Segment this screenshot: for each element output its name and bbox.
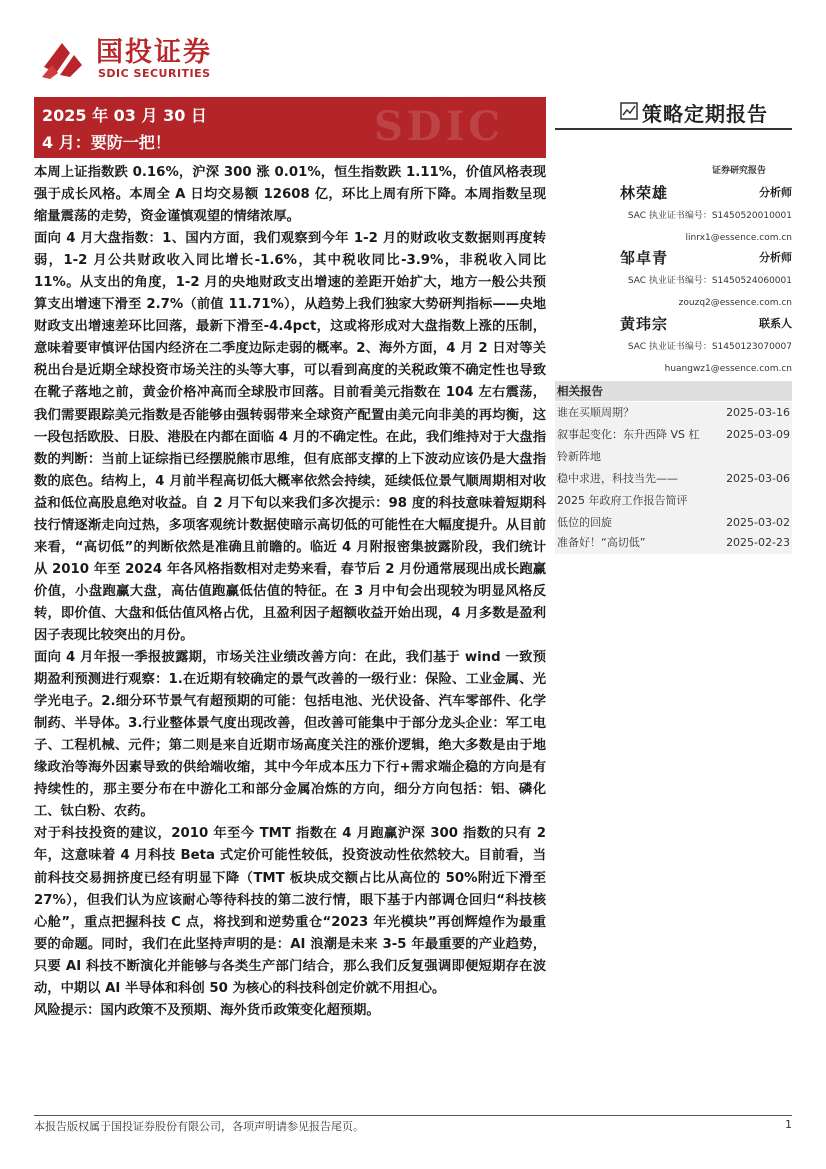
related-heading-label: 相关报告 [557, 384, 603, 398]
header-divider [555, 128, 792, 130]
related-report-title[interactable]: 叙事起变化：东升西降 VS 杠 [557, 428, 700, 441]
analyst-cert: SAC 执业证书编号：S1450524060001 [627, 276, 792, 286]
analyst-role: 分析师 [759, 186, 792, 199]
analyst-card [555, 247, 792, 308]
report-title: 4 月：要防一把！ [42, 133, 171, 152]
related-report-title[interactable]: 2025 年政府工作报告简评 [557, 494, 688, 507]
report-type [620, 98, 790, 128]
related-report-date: 2025-02-23 [726, 536, 790, 549]
sdic-logo-icon [40, 37, 86, 81]
analyst-role: 联系人 [759, 317, 792, 330]
analyst-email[interactable]: zouzq2@essence.com.cn [678, 298, 792, 308]
footer-divider [34, 1115, 792, 1116]
report-body [34, 162, 546, 1022]
related-report-title[interactable]: 低位的回旋 [557, 516, 612, 529]
related-reports-heading [555, 381, 792, 401]
related-report-date: 2025-03-16 [726, 406, 790, 419]
analyst-cert: SAC 执业证书编号：S1450123070007 [627, 342, 792, 352]
report-type-label: 策略定期报告 [642, 102, 768, 126]
related-report-date: 2025-03-06 [726, 472, 790, 485]
body-paragraph: 对于科技投资的建议，2010 年至今 TMT 指数在 4 月跑赢沪深 300 指数的只有 2 年，这意味着 4 月科技 Beta 式定价可能性较低，投资波动性依然较大。目前看，当前科技交易拥挤度已经有明显下降（TMT 板块成交额占比从高位的 50%附近下滑至 27%），但我们认为应该耐心等待科技的第二波行情，眼下基于内部调仓回归“科技核心舱”，重点把握科技 C 点，将找到和逆势重仓“2023 年光模块”再创辉煌作为最重要的命题。同时，我们在此坚持声明的是：AI 浪潮是未来 3-5 年最重要的产业趋势，只要 AI 科技不断演化并能够与各类生产部门结合，那么我们反复强调即便短期存在波动，中期以 AI 半导体和科创 50 为核心的科技科创定价就不用担心。 [34, 826, 546, 996]
related-report-title[interactable]: 准备好！“高切低” [557, 536, 646, 549]
analyst-card [555, 182, 792, 243]
body-paragraph: 本周上证指数跌 0.16%，沪深 300 涨 0.01%，恒生指数跌 1.11%，价值风格表现强于成长风格。本周全 A 日均交易额 12608 亿，环比上周有所下降。本周指数呈现缩量震荡的走势，资金谨慎观望的情绪浓厚。 [34, 165, 546, 225]
analyst-card [555, 313, 792, 374]
body-paragraph: 面向 4 月年报一季报披露期，市场关注业绩改善方向：在此，我们基于 wind 一致预期盈利预测进行观察：1.在近期有较确定的景气改善的一级行业：保险、工业金属、光学光电子。2.细分环节景气有超预期的可能：包括电池、光伏设备、汽车零部件、化学制药、半导体。3.行业整体景气度出现改善，但改善可能集中于部分龙头企业：军工电子、工程机械、元件；第二则是来自近期市场高度关注的涨价逻辑，绝大多数是由于地缘政治等海外因素导致的供给端收缩，其中今年成本压力下行+需求端企稳的方向是有持续性的，那主要分布在中游化工和部分金属冶炼的方向，细分方向包括：铝、磷化工、钛白粉、农药。 [34, 650, 546, 820]
report-date: 2025 年 03 月 30 日 [42, 106, 207, 125]
related-report-title[interactable]: 谁在买顺周期？ [557, 406, 634, 419]
related-report-title[interactable]: 稳中求进，科技当先—— [557, 472, 678, 485]
analyst-name: 林荣雄 [620, 184, 669, 202]
body-paragraph: 面向 4 月大盘指数：1、国内方面，我们观察到今年 1-2 月的财政收支数据则再度转弱，1-2 月公共财政收入同比增长-1.6%，其中税收同比-3.9%，非税收入同比 11%。从支出的角度，1-2 月的央地财政支出增速的差距开始扩大，地方一般公共预算支出增速下滑至 2.7%（前值 11.71%），从趋势上我们独家大势研判指标——央地财政支出增速差环比回落，最新下滑至-4.4pct，这或将形成对大盘指数上涨的压制，意味着要审慎评估国内经济在二季度边际走弱的概率。2、海外方面，4 月 2 日对等关税出台是近期全球投资市场关注的头等大事，可以看到高度的关税政策不确定性也导致在靴子落地之前，黄金价格冲高而全球股市回落。目前看美元指数在 104 左右震荡，我们需要跟踪美元指数是否能够由强转弱带来全球资产配置由美元向非美的再均衡，这一段包括欧股、日股、港股在内都在面临 4 月的不确定性。在此，我们维持对于大盘指数的判断：当前上证综指已经摆脱熊市思维，但有底部支撑的上下波动应该仍是大盘指数的底色。结构上，4 月前半程高切低大概率依然会持续，延续低位景气顺周期相对收益和低位高股息绝对收益。自 2 月下旬以来我们多次提示：98 度的科技意味着短期科技行情逐渐走向过热，多项客观统计数据使暗示高切低的可能性在大幅度提升。从目前来看，“高切低”的判断依然是准确且前瞻的。临近 4 月附报密集披露阶段，我们统计从 2010 年至 2024 年各风格指数相对走势来看，春节后 2 月份通常展现出成长跑赢价值，小盘跑赢大盘，高估值跑赢低估值的特征。在 3 月中旬会出现较为明显风格反转，即价值、大盘和低估值风格占优，且盈利因子超额收益开始出现，4 月多数是盈利因子表现比较突出的月份。 [34, 231, 546, 643]
related-report-date: 2025-03-02 [726, 516, 790, 529]
risk-warning: 风险提示：国内政策不及预期、海外货币政策变化超预期。 [34, 1002, 380, 1018]
related-report-title[interactable]: 铃新阵地 [557, 450, 601, 463]
company-logo [40, 35, 270, 85]
analyst-name: 邹卓青 [620, 249, 669, 267]
analyst-email[interactable]: linrx1@essence.com.cn [685, 233, 792, 243]
page-number: 1 [785, 1118, 792, 1131]
chart-trend-icon [620, 102, 638, 120]
analyst-email[interactable]: huangwz1@essence.com.cn [664, 364, 792, 374]
banner-watermark: SDIC [374, 103, 505, 150]
title-banner [34, 97, 546, 158]
footer-disclaimer: 本报告版权属于国投证券股份有限公司，各项声明请参见报告尾页。 [34, 1120, 364, 1133]
analyst-cert: SAC 执业证书编号：S1450520010001 [627, 211, 792, 221]
related-report-date: 2025-03-09 [726, 428, 790, 441]
logo-text-en: SDIC SECURITIES [98, 67, 211, 80]
report-subcategory: 证券研究报告 [712, 166, 767, 176]
related-reports-list [555, 402, 792, 554]
analyst-name: 黄玮宗 [620, 315, 669, 333]
logo-text-cn: 国投证券 [96, 37, 212, 68]
analyst-role: 分析师 [759, 251, 792, 264]
